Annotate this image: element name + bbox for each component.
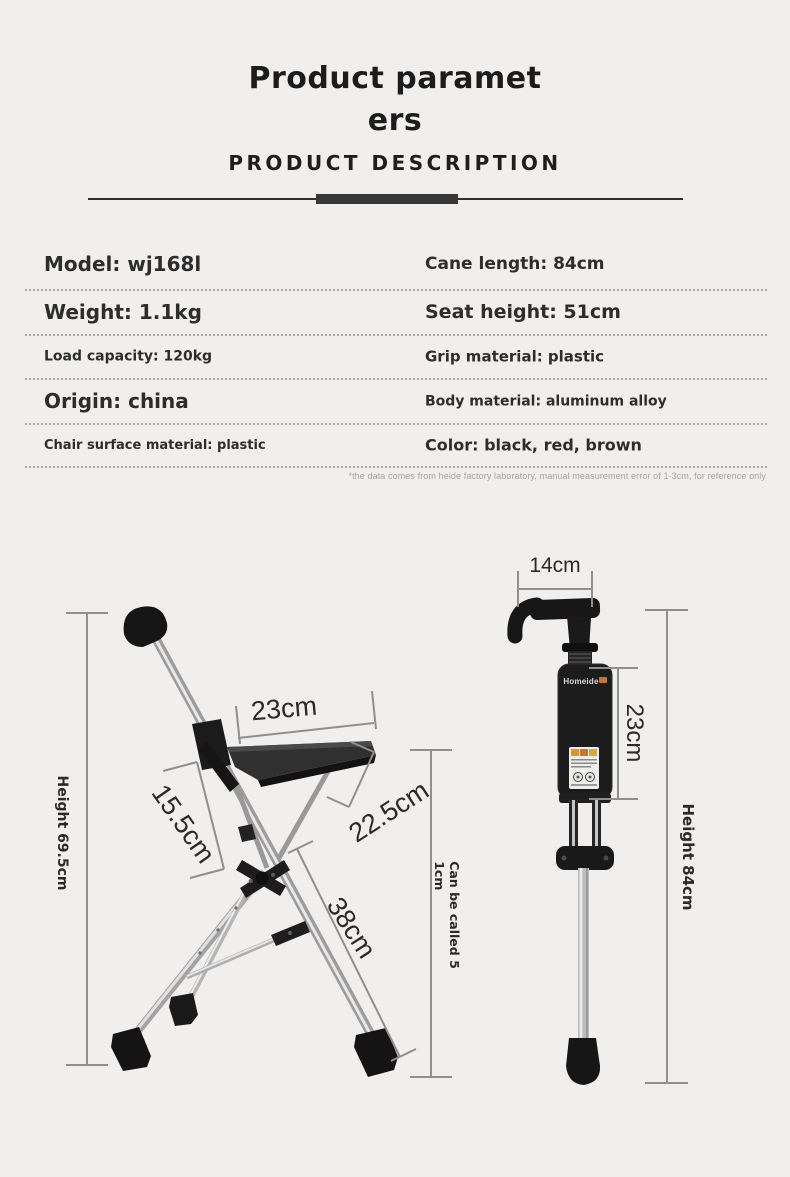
divider-bar <box>316 194 458 204</box>
leg-hole <box>216 928 219 931</box>
chair-pivot-hub <box>256 872 269 885</box>
seat-height-label <box>432 861 462 969</box>
seat-width-label: 23cm <box>249 690 319 727</box>
pivot-bolt <box>249 879 253 883</box>
page-title-line2: ers <box>367 103 423 138</box>
chair-mid-cap <box>169 993 198 1026</box>
cane-illustration <box>515 598 614 1085</box>
spec-row-load <box>25 336 767 380</box>
spec-row-model <box>25 240 767 291</box>
leg-hole <box>234 906 237 909</box>
sticker-orange-block <box>571 749 579 756</box>
pivot-bolt <box>271 873 275 877</box>
brace-bolt <box>288 931 292 935</box>
chair-inner-tube-highlight <box>185 879 251 1005</box>
product-diagram <box>0 520 790 1177</box>
spec-row-surface <box>25 425 767 468</box>
spec-origin: Origin: china <box>44 388 189 413</box>
hub-bolt <box>604 856 609 861</box>
front-strut-label: 15.5cm <box>145 778 222 869</box>
sticker-icon-dot <box>589 776 592 779</box>
chair-height-label: Height 69.5cm <box>54 775 70 891</box>
body-length-label: 23cm <box>621 703 648 763</box>
spec-chair-surface: Chair surface material: plastic <box>44 437 266 453</box>
cane-brand-text: Homeide <box>563 677 599 686</box>
hub-bolt <box>562 856 567 861</box>
leg-length-label: 38cm <box>320 891 382 964</box>
sticker-orange-block <box>580 749 588 756</box>
spec-color: Color: black, red, brown <box>425 435 642 455</box>
seat-height-label-line2: 1cm <box>432 861 447 891</box>
spec-row-weight <box>25 291 767 336</box>
spec-model: Model: wj168l <box>44 251 202 276</box>
leg-hole <box>198 951 201 954</box>
page-subtitle: PRODUCT DESCRIPTION <box>228 151 562 175</box>
spec-grip-material: Grip material: plastic <box>425 347 605 366</box>
page-title <box>0 58 790 142</box>
spec-body-material: Body material: aluminum alloy <box>425 392 667 409</box>
page-title-line1: Product paramet <box>248 61 542 96</box>
sticker-text-line <box>571 763 597 765</box>
chair-left-foot <box>111 1027 151 1071</box>
handle-width-label: 14cm <box>529 554 581 577</box>
dim-chair-height <box>66 613 108 1065</box>
chair-right-foot <box>354 1028 398 1077</box>
cane-rubber-tip <box>566 1038 600 1085</box>
sticker-orange-block <box>589 749 597 756</box>
cane-sticker <box>569 747 599 789</box>
spec-row-origin <box>25 380 767 425</box>
chair-seat-strut-front <box>233 777 267 868</box>
sticker-text-line <box>571 766 591 768</box>
spec-seat-height: Seat height: 51cm <box>425 300 621 323</box>
sticker-icon-dot <box>577 776 580 779</box>
spec-load-capacity: Load capacity: 120kg <box>44 348 213 365</box>
cane-handle-hook <box>515 605 537 636</box>
spec-table <box>0 240 790 468</box>
cane-brand-mark <box>599 677 607 683</box>
spec-weight: Weight: 1.1kg <box>44 299 202 324</box>
disclaimer-text: *the data comes from heide factory laboratory, manual measurement error of 1-3cm, for reference only <box>348 471 766 481</box>
seat-height-label-line1: Can be called 5 <box>447 861 462 969</box>
chair-inner-tube <box>186 880 252 1006</box>
sticker-bottom-line <box>571 784 597 786</box>
cane-collar <box>562 643 598 652</box>
sticker-text-line <box>571 759 597 761</box>
seat-depth-label: 22.5cm <box>343 774 435 849</box>
spec-cane-length: Cane length: 84cm <box>425 253 605 274</box>
cane-height-label: Height 84cm <box>679 803 697 911</box>
